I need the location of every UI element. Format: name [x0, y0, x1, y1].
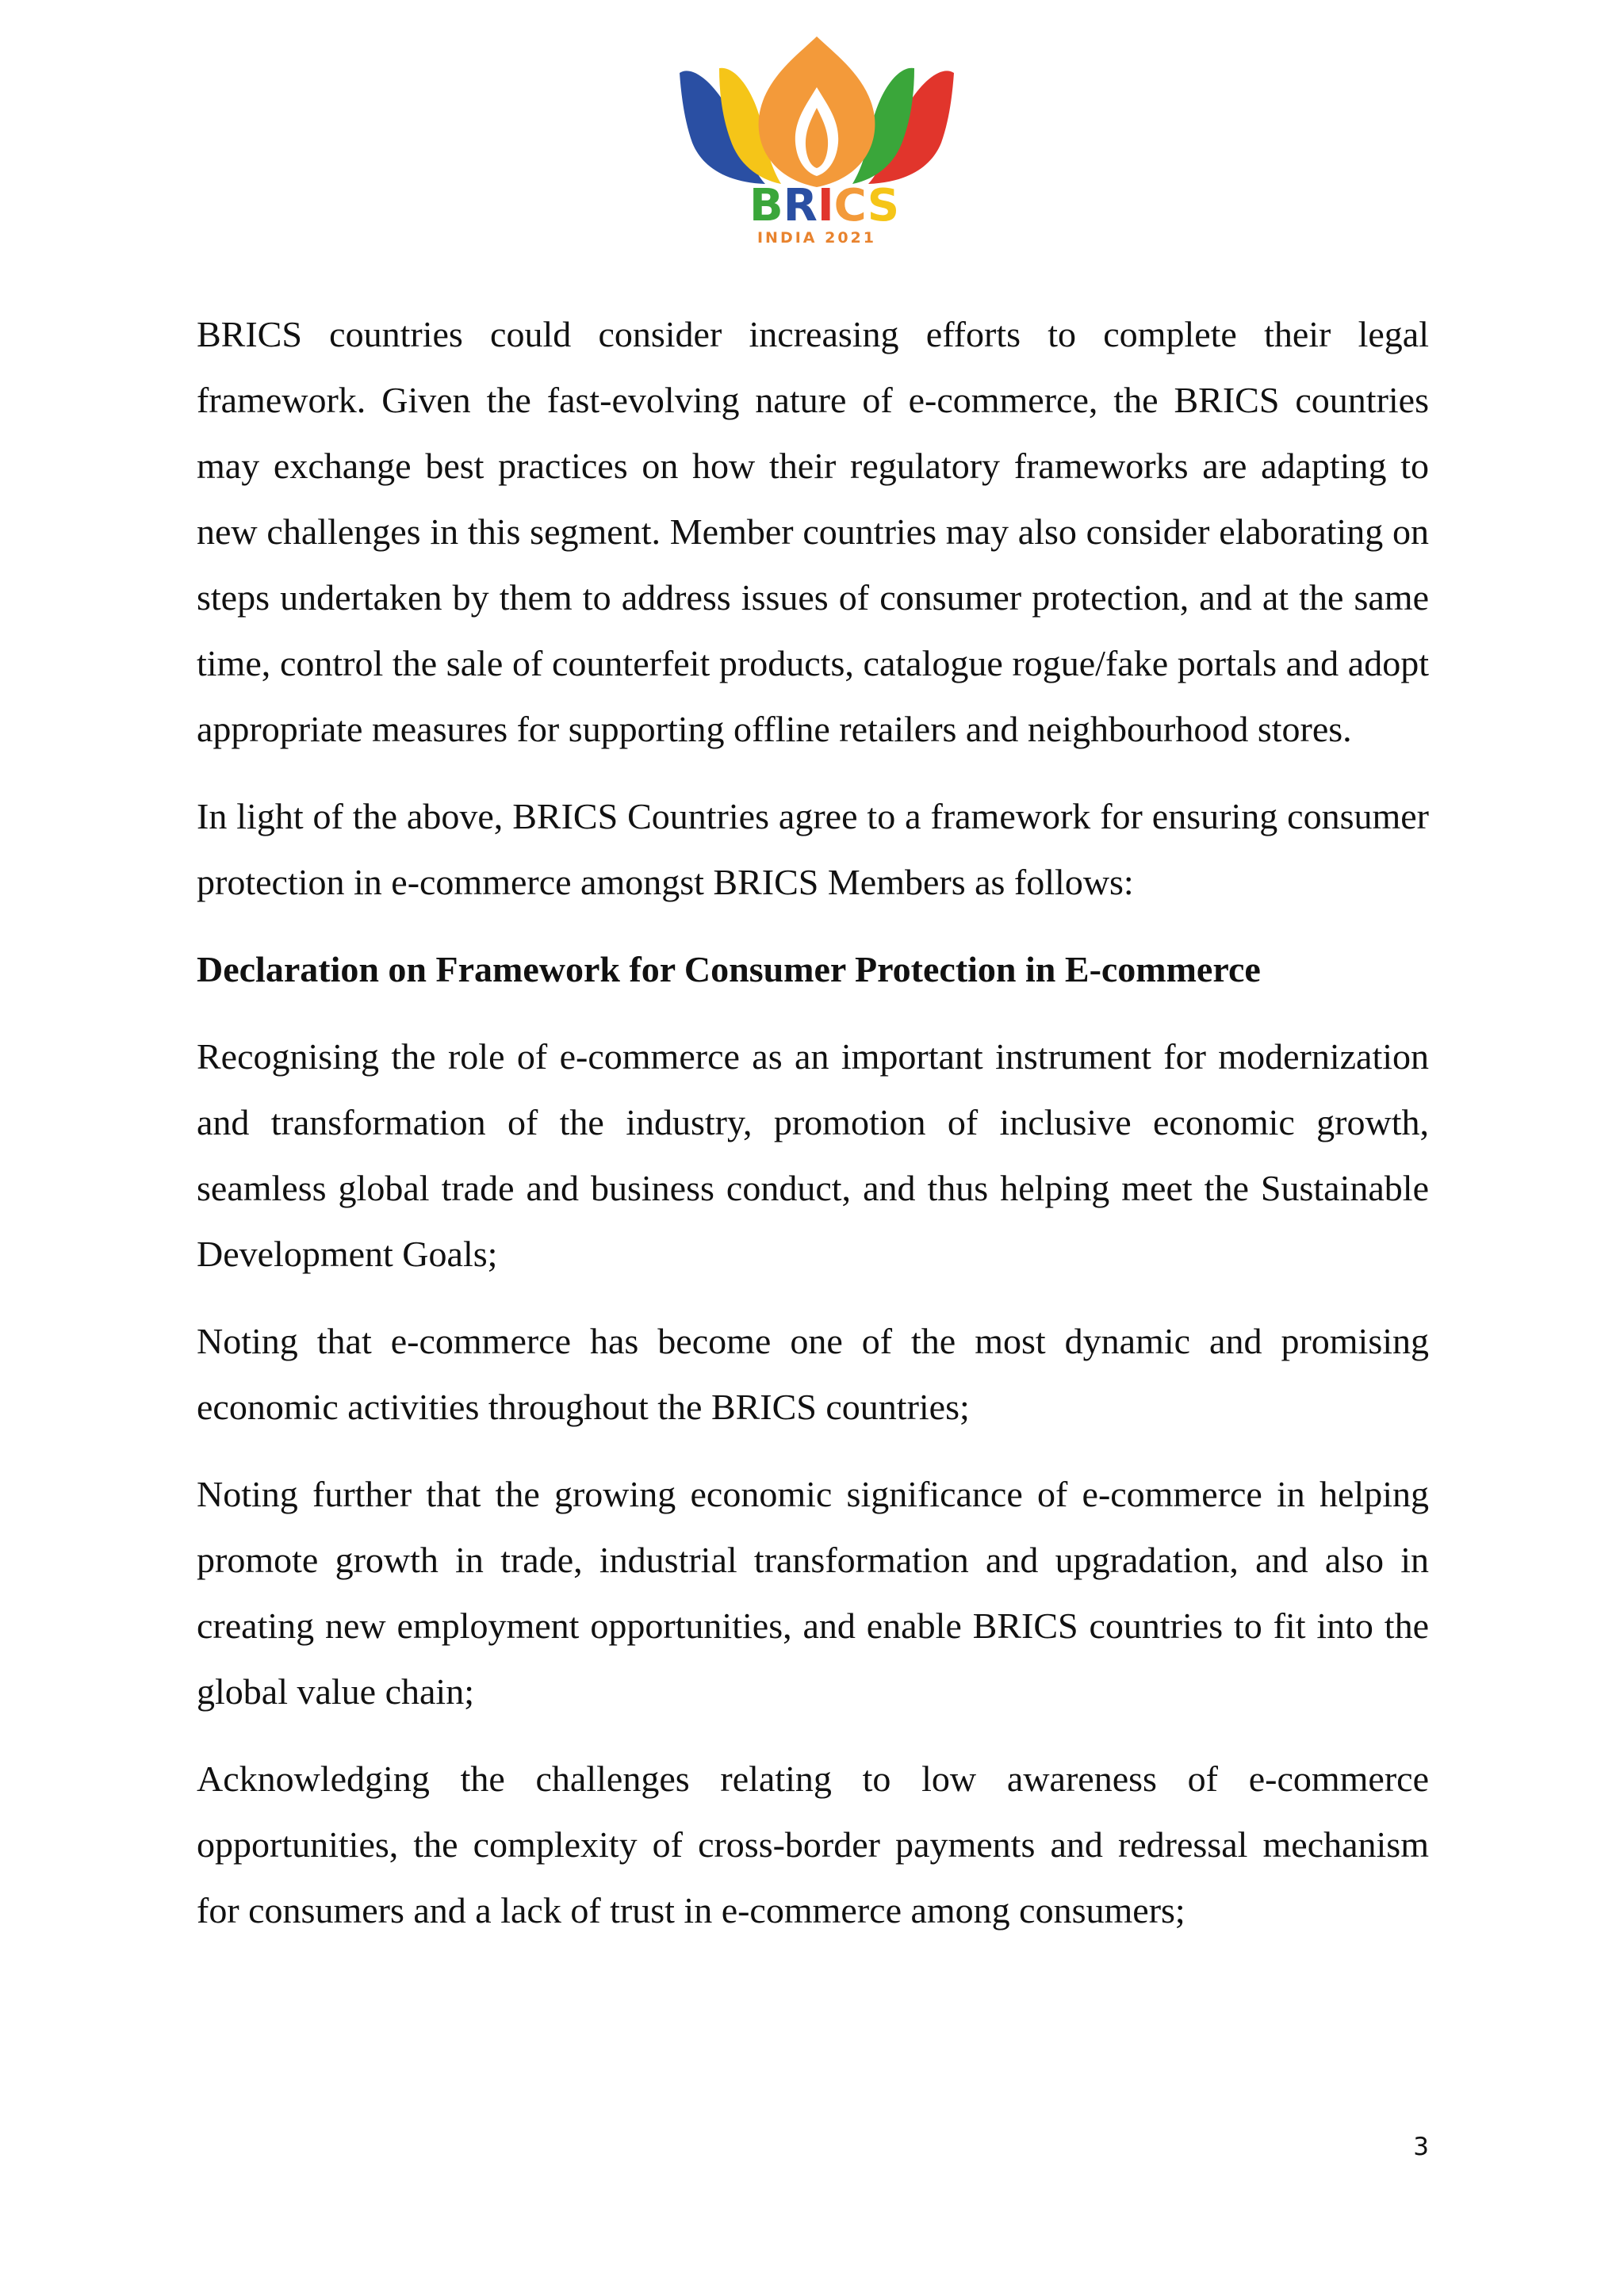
declaration-heading: Declaration on Framework for Consumer Protection in E-commerce [197, 949, 1261, 989]
paragraph-recognising: Recognising the role of e-commerce as an important instrument for modernization and transformation of the industry, promotion of inclusive economic growth, seamless global trade and business conduct, and thus helping meet the Sustainable Development Goals; [197, 1036, 1429, 1274]
paragraph-agreement: In light of the above, BRICS Countries agree to a framework for ensuring consumer protection in e-commerce amongst BRICS Members as follows: [197, 796, 1429, 902]
document-body [197, 301, 1429, 1943]
paragraph-noting: Noting that e-commerce has become one of the most dynamic and promising economic activities throughout the BRICS countries; [197, 1321, 1429, 1427]
logo-wordmark: BRICS [749, 180, 900, 232]
paragraph-noting-further: Noting further that the growing economic significance of e-commerce in helping promote growth in trade, industrial transformation and upgradation, and also in creating new employment opportunities, and enable BRICS countries to fit into the global value chain; [197, 1474, 1429, 1712]
paragraph-acknowledging: Acknowledging the challenges relating to low awareness of e-commerce opportunities, the complexity of cross-border payments and redressal mechanism for consumers and a lack of trust in e-commerce among consumers; [197, 1758, 1429, 1931]
brics-india-2021-logo [670, 32, 963, 246]
paragraph-legal-framework: BRICS countries could consider increasing efforts to complete their legal framework. Given the fast-evolving nature of e-commerce, the BRICS countries may exchange best practices on how their regulatory frameworks are adapting to new challenges in this segment. Member countries may also consider elaborating on steps undertaken by them to address issues of consumer protection, and at the same time, control the sale of counterfeit products, catalogue rogue/fake portals and adopt appropriate measures for supporting offline retailers and neighbourhood stores. [197, 314, 1429, 749]
logo-subtitle: INDIA 2021 [756, 229, 877, 246]
page-number: 3 [1413, 2133, 1429, 2161]
